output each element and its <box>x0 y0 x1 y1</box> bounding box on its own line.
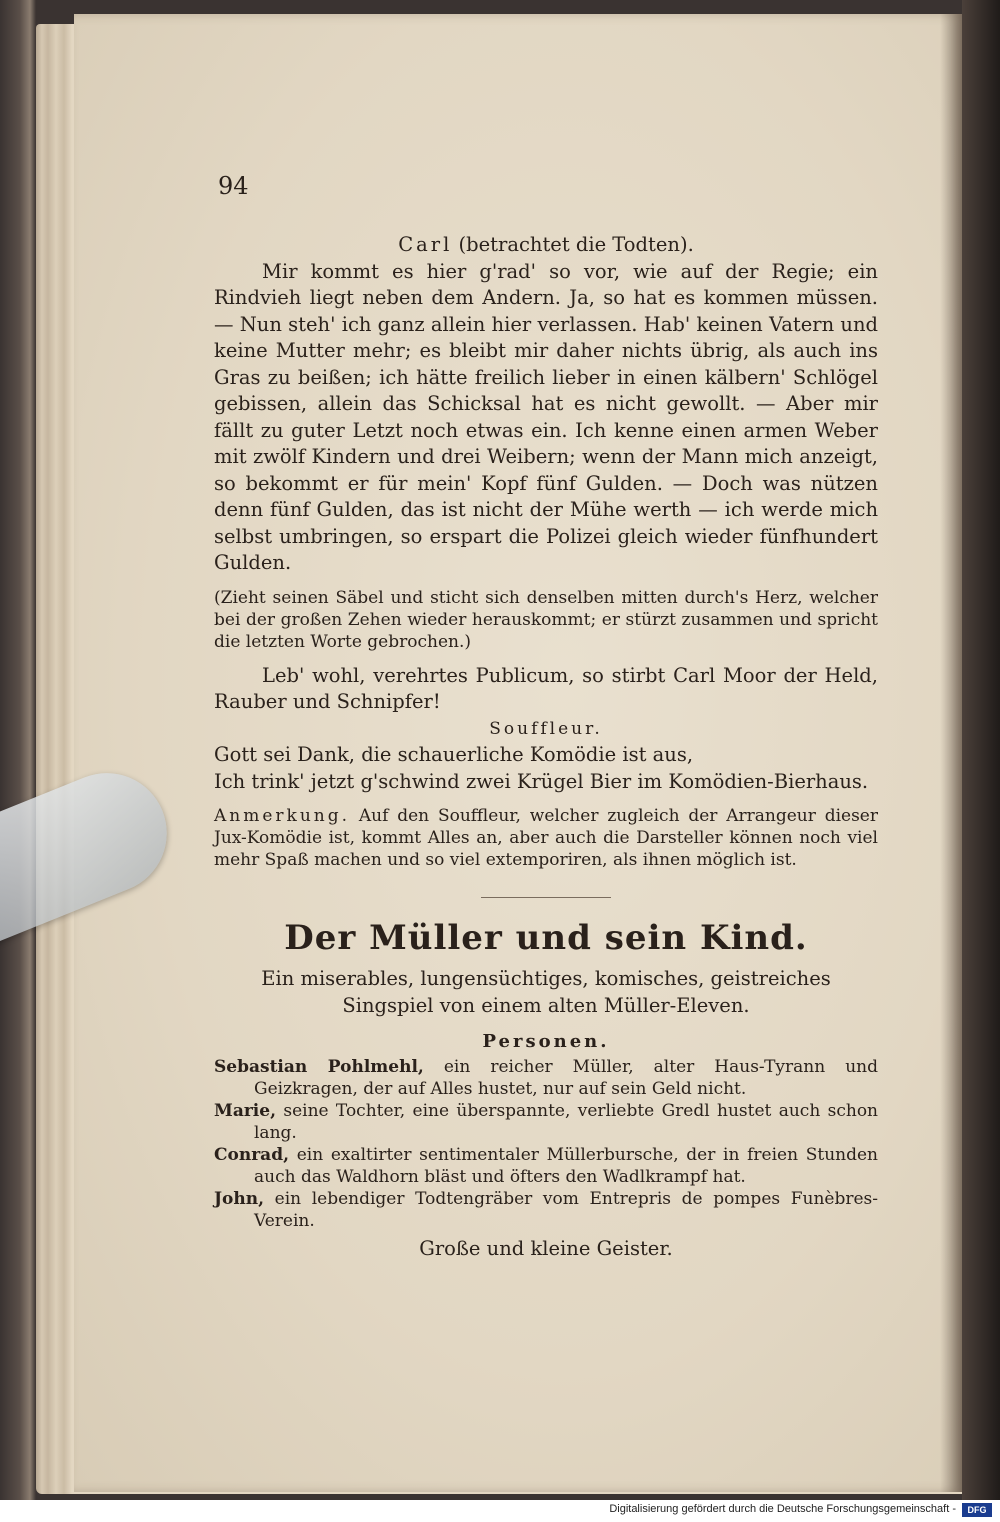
speaker-name: Carl <box>398 233 453 256</box>
person-description: seine Tochter, eine überspannte, verliebte Gredl hustet auch schon lang. <box>254 1100 879 1143</box>
person-entry <box>214 1100 878 1144</box>
play-subtitle: Ein miserables, lungensüchtiges, komisches, geistreiches Singspiel von einem alten Müller-Eleven. <box>261 967 831 1017</box>
play-title: Der Müller und sein Kind. <box>284 918 808 958</box>
person-entry <box>214 1188 878 1232</box>
prompter-line-2: Ich trink' jetzt g'schwind zwei Krügel Bier im Komödien-Bierhaus. <box>214 769 869 793</box>
page-number: 94 <box>218 172 249 200</box>
person-name: Sebastian Pohlmehl, <box>214 1056 424 1077</box>
prompter-speaker: Souffleur. <box>489 718 603 739</box>
person-name: John, <box>214 1188 265 1209</box>
person-entry <box>214 1144 878 1188</box>
person-name: Marie, <box>214 1100 276 1121</box>
footer-credit: Digitalisierung gefördert durch die Deutsche Forschungsgemeinschaft - <box>609 1503 956 1515</box>
carl-speech: Mir kommt es hier g'rad' so vor, wie auf der Regie; ein Rindvieh liegt neben dem Andern. Ja, so hat es kommen müssen. — Nun steh' ich ganz allein hier verlassen. Hab' keinen Vatern und keine Mutter mehr; es bleibt mir daher nichts übrig, als auch ins Gras zu beißen; ich hätte freilich lieber in einen kälbern' Schlögel gebissen, allein das Schicksal hat es nicht gewollt. — Aber mir fällt zu guter Letzt noch etwas ein. Ich kenne einen armen Weber mit zwölf Kindern und drei Weibern; wenn der Mann mich anzeigt, so bekommt er für mein' Kopf fünf Gulden. — Doch was nützen denn fünf Gulden, das ist nicht der Mühe werth — ich werde mich selbst umbringen, so erspart die Polizei gleich wieder fünfhundert Gulden. <box>214 259 878 574</box>
extras-line: Große und kleine Geister. <box>419 1236 673 1260</box>
speaker-heading <box>214 232 878 259</box>
stage-direction-block: (Zieht seinen Säbel und sticht sich denselben mitten durch's Herz, welcher bei der großen Zehen wieder herauskommt; er stürzt zusammen und spricht die letzten Worte gebrochen.) <box>214 587 878 652</box>
persons-heading: Personen. <box>482 1031 610 1052</box>
person-name: Conrad, <box>214 1144 290 1165</box>
book-spine-edge <box>962 0 1000 1500</box>
person-description: ein exaltirter sentimentaler Müllerbursche, der in freien Stunden auch das Waldhorn bläst und öfters den Wadlkrampf hat. <box>254 1144 878 1187</box>
note-text: Auf den Souffleur, welcher zugleich der Arrangeur dieser Jux-Komödie ist, kommt Alles an, aber auch die Darsteller können noch viel mehr Spaß machen und so viel extemporiren, als ihnen möglich ist. <box>214 806 878 870</box>
note-label: Anmerkung. <box>214 806 351 826</box>
scene-carl <box>214 232 878 1262</box>
section-divider <box>481 897 611 898</box>
person-entry <box>214 1056 878 1100</box>
person-description: ein reicher Müller, alter Haus-Tyrann und Geizkragen, der auf Alles hustet, nur auf sein Geld nicht. <box>254 1056 878 1099</box>
note-paragraph <box>214 805 878 871</box>
gutter-shadow <box>940 14 962 1492</box>
person-description: ein lebendiger Todtengräber vom Entrepris de pompes Funèbres-Verein. <box>254 1188 879 1231</box>
stage-direction: (betrachtet die Todten). <box>458 233 694 256</box>
dfg-logo-icon: DFG <box>962 1503 992 1517</box>
prompter-line-1: Gott sei Dank, die schauerliche Komödie ist aus, <box>214 743 694 766</box>
carl-farewell: Leb' wohl, verehrtes Publicum, so stirbt Carl Moor der Held, Rauber und Schnipfer! <box>214 663 878 713</box>
